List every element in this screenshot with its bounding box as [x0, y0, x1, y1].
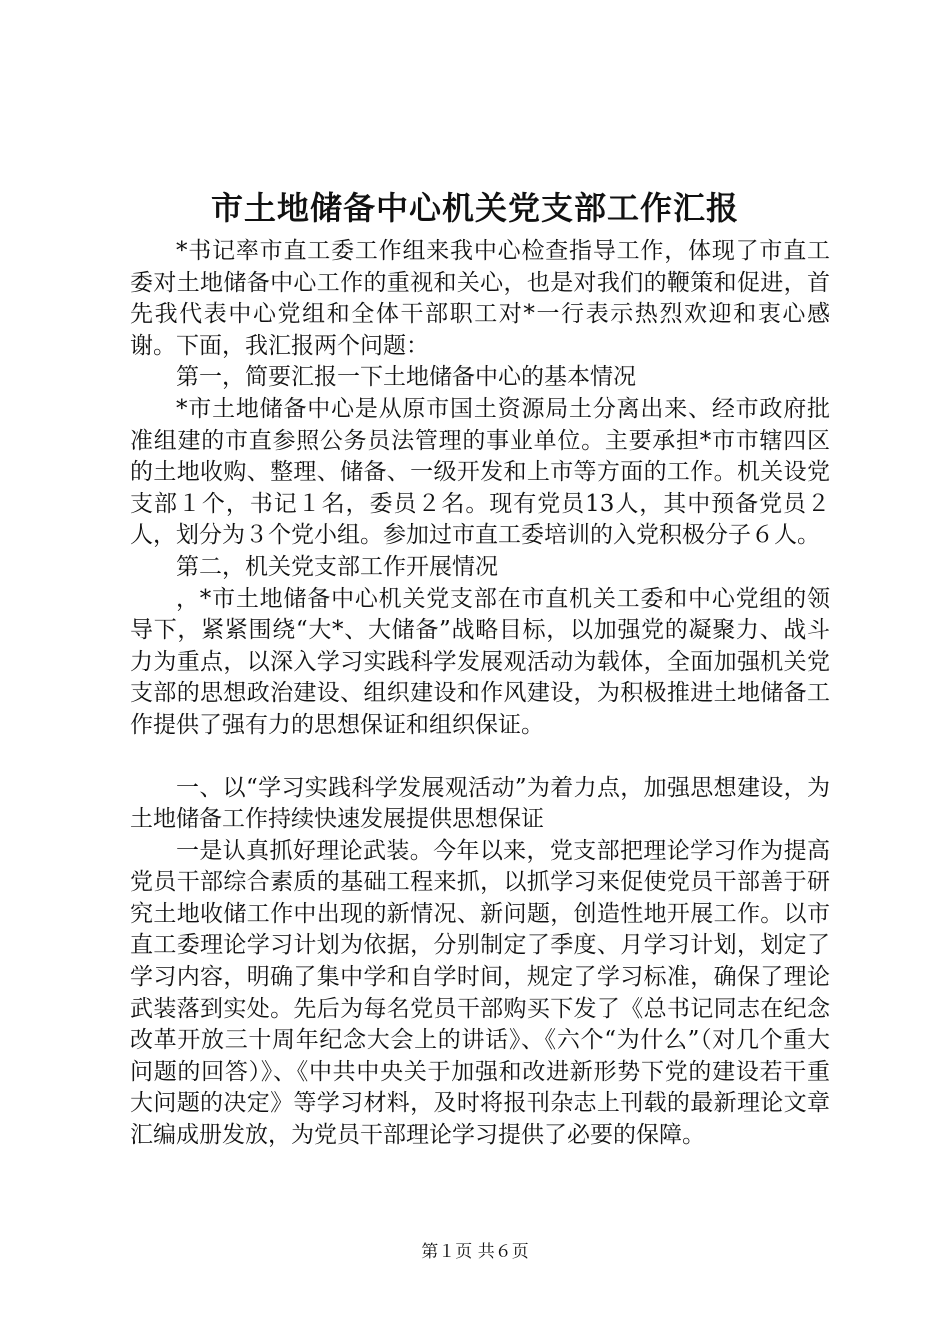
paragraph-work-summary: ，*市土地储备中心机关党支部在市直机关工委和中心党组的领导下，紧紧围绕“大*、大储备”战略目标，以加强党的凝聚力、战斗力为重点，以深入学习实践科学发展观活动为载体，全面加强机关党支部的思想政治建设、组织建设和作风建设，为积极推进土地储备工作提供了强有力的思想保证和组织保证。 [130, 585, 830, 738]
page-footer: 第１页 共６页 [421, 1242, 529, 1262]
paragraph-basic-info: *市土地储备中心是从原市国土资源局土分离出来、经市政府批准组建的市直参照公务员法管理的事业单位。主要承担*市市辖四区的土地收购、整理、储备、一级开发和上市等方面的工作。机关设党支部１个，书记１名，委员２名。现有党员13人，其中预备党员２人，划分为３个党小组。参加过市直工委培训的入党积极分子６人。 [130, 395, 830, 549]
paragraph-theory-study: 一是认真抓好理论武装。今年以来，党支部把理论学习作为提高党员干部综合素质的基础工程来抓，以抓学习来促使党员干部善于研究土地收储工作中出现的新情况、新问题，创造性地开展工作。以市直工委理论学习计划为依据，分别制定了季度、月学习计划，划定了学习内容，明确了集中学和自学时间，规定了学习标准，确保了理论武装落到实处。先后为每名党员干部购买下发了《总书记同志在纪念改革开放三十周年纪念大会上的讲话》、《六个“为什么”（对几个重大问题的回答）》、《中共中央关于加强和改进新形势下党的建设若干重大问题的决定》等学习材料，及时将报刊杂志上刊载的最新理论文章汇编成册发放，为党员干部理论学习提供了必要的保障。 [130, 837, 830, 1149]
section-heading-2: 第二，机关党支部工作开展情况 [176, 553, 498, 580]
section-heading-1: 第一，简要汇报一下土地储备中心的基本情况 [176, 364, 636, 391]
subsection-heading-1: 一、以“学习实践科学发展观活动”为着力点，加强思想建设，为土地储备工作持续快速发展提供思想保证 [130, 774, 830, 833]
document-title: 市土地储备中心机关党支部工作汇报 [210, 189, 739, 227]
paragraph-intro: *书记率市直工委工作组来我中心检查指导工作，体现了市直工委对土地储备中心工作的重视和关心，也是对我们的鞭策和促进，首先我代表中心党组和全体干部职工对*一行表示热烈欢迎和衷心感谢。下面，我汇报两个问题： [130, 238, 830, 359]
document-body [130, 236, 830, 1152]
